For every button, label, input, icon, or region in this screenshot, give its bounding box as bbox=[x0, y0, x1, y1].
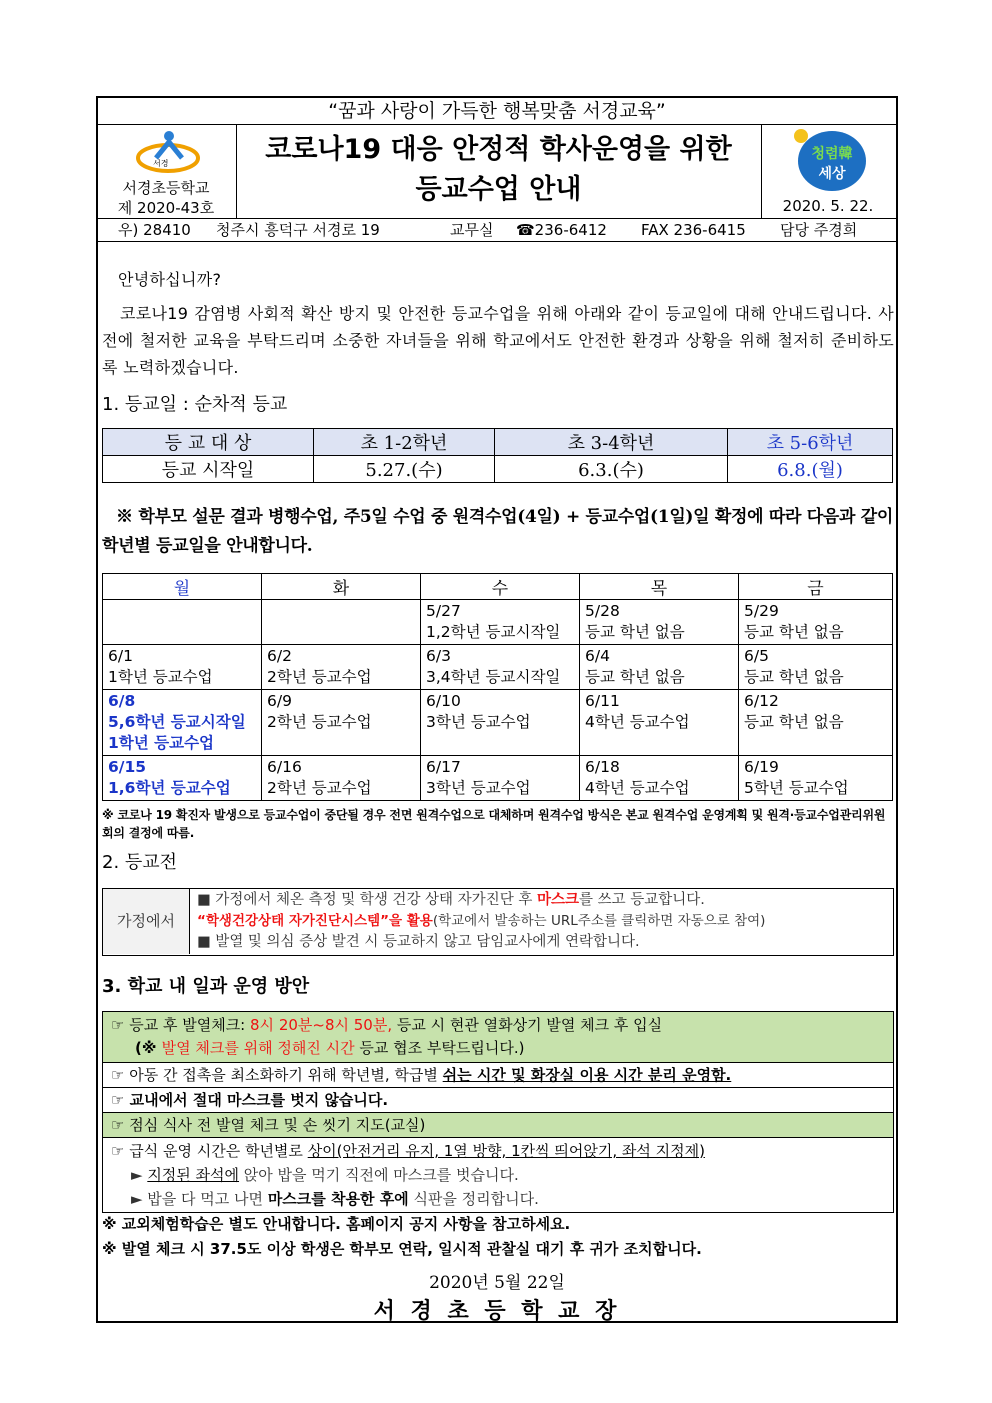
cell-text: 1,2학년 등교시작일 bbox=[426, 623, 561, 641]
cell-date: 6/1 bbox=[108, 647, 133, 665]
instruction-text: ■ 가정에서 체온 측정 및 학생 건강 상태 자가진단 후 bbox=[197, 892, 537, 908]
section2-title: 2. 등교전 bbox=[102, 852, 178, 873]
op-text: ☞ 아동 간 접촉을 최소화하기 위해 학년별, 학급별 bbox=[111, 1066, 443, 1084]
weekday-tue: 화 bbox=[262, 574, 421, 600]
integrity-logo-icon bbox=[792, 126, 872, 192]
section1-title: 1. 등교일 : 순차적 등교 bbox=[102, 394, 288, 415]
title-line-1: 코로나19 대응 안정적 학사운영을 위한 bbox=[265, 134, 732, 165]
cell-text: 2학년 등교수업 bbox=[267, 668, 372, 686]
note-fever: ※ 발열 체크 시 37.5도 이상 학생은 학부모 연락, 일시적 관찰실 대기 후 귀가 조치합니다. bbox=[102, 1240, 702, 1258]
schedule-cell bbox=[580, 756, 739, 801]
mask-highlight: 마스크 bbox=[536, 892, 579, 908]
instruction-3: ■ 발열 및 의심 증상 발견 시 등교하지 않고 담임교사에게 연락합니다. bbox=[197, 934, 640, 950]
schedule-cell bbox=[262, 645, 421, 690]
cell-date: 6/5 bbox=[744, 647, 769, 665]
svg-text:세상: 세상 bbox=[818, 166, 846, 182]
start-date-table bbox=[102, 428, 893, 483]
op-text: ☞ 등교 후 발열체크: bbox=[111, 1016, 251, 1034]
header bbox=[98, 124, 896, 219]
schedule-cell bbox=[580, 645, 739, 690]
contact-person: 담당 주경희 bbox=[780, 221, 858, 239]
postcode: 우) 28410 bbox=[118, 221, 191, 239]
cell-text: 3학년 등교수업 bbox=[426, 779, 531, 797]
phone-number: ☎236-6412 bbox=[516, 221, 607, 239]
schedule-cell bbox=[421, 756, 580, 801]
op-underline: 쉬는 시간 및 화장실 이용 시간 분리 운영함. bbox=[442, 1066, 732, 1084]
cell-text: 1학년 등교수업 bbox=[108, 668, 213, 686]
lunch-row-2 bbox=[111, 1163, 885, 1187]
schedule-cell bbox=[739, 645, 893, 690]
fever-check-line-2 bbox=[111, 1037, 885, 1060]
slogan: “꿈과 사랑이 가득한 행복맞춤 서경교육” bbox=[98, 98, 896, 125]
op-text: ☞ 급식 운영 시간은 학년별로 bbox=[111, 1142, 308, 1160]
cell-text: 등교 학년 없음 bbox=[585, 623, 685, 641]
start-date-grade34: 6.3.(수) bbox=[495, 456, 728, 483]
instruction-2 bbox=[197, 911, 893, 932]
cell-date: 6/8 bbox=[108, 692, 136, 710]
cell-date: 6/16 bbox=[267, 758, 302, 776]
op-text: ► bbox=[131, 1166, 148, 1184]
schedule-cell bbox=[739, 756, 893, 801]
greeting: 안녕하십니까? bbox=[118, 270, 222, 289]
section3-title: 3. 학교 내 일과 운영 방안 bbox=[102, 976, 310, 997]
school-operations-box bbox=[102, 1011, 894, 1213]
mask-rule-row: ☞ 교내에서 절대 마스크를 벗지 않습니다. bbox=[103, 1088, 893, 1113]
schedule-cell bbox=[580, 600, 739, 645]
schedule-cell bbox=[739, 690, 893, 756]
schedule-cell bbox=[739, 600, 893, 645]
before-school-box bbox=[102, 888, 894, 956]
op-underline: 지정된 좌석에 bbox=[147, 1166, 240, 1184]
cell-text: 등교 학년 없음 bbox=[744, 668, 844, 686]
instruction-1 bbox=[197, 890, 893, 911]
op-text: 등교 협조 부탁드립니다.) bbox=[354, 1039, 525, 1057]
cell-text: 1학년 등교수업 bbox=[108, 734, 215, 752]
office-label: 교무실 bbox=[450, 221, 494, 239]
cell-text: 1,6학년 등교수업 bbox=[108, 779, 231, 797]
issue-date: 2020년 5월 22일 bbox=[429, 1273, 565, 1293]
cell-text: 등교 학년 없음 bbox=[744, 623, 844, 641]
schedule-cell bbox=[421, 645, 580, 690]
cell-date: 5/27 bbox=[426, 602, 461, 620]
instruction-text: 를 쓰고 등교합니다. bbox=[578, 892, 705, 908]
cell-text: 등교 학년 없음 bbox=[585, 668, 685, 686]
cell-date: 6/15 bbox=[108, 758, 147, 776]
schedule-cell bbox=[421, 600, 580, 645]
document-number: 제 2020-43호 bbox=[117, 199, 215, 217]
cell-date: 5/28 bbox=[585, 602, 620, 620]
cell-text: 2학년 등교수업 bbox=[267, 779, 372, 797]
op-text: 앉아 밥을 먹기 직전에 마스크를 벗습니다. bbox=[239, 1166, 519, 1184]
cell-date: 6/17 bbox=[426, 758, 461, 776]
time-note-highlight: 발열 체크를 위해 정해진 시간 bbox=[161, 1039, 355, 1057]
logo-text: 서경 bbox=[153, 159, 169, 168]
svg-text:청렴韓: 청렴韓 bbox=[811, 146, 853, 162]
schedule-note: ※ 학부모 설문 결과 병행수업, 주5일 수업 중 원격수업(4일) + 등교수업(1일)일 확정에 따라 다음과 같이 학년별 등교일을 안내합니다. bbox=[102, 507, 893, 556]
cell-text: 4학년 등교수업 bbox=[585, 779, 690, 797]
document-title bbox=[236, 124, 762, 218]
cell-date: 6/11 bbox=[585, 692, 620, 710]
fax-number: FAX 236-6415 bbox=[641, 221, 746, 239]
schedule-cell bbox=[262, 756, 421, 801]
notes bbox=[102, 1212, 702, 1262]
cell-text: 3학년 등교수업 bbox=[426, 713, 531, 731]
weekday-thu: 목 bbox=[580, 574, 739, 600]
op-text: 등교 시 현관 열화상기 발열 체크 후 입실 bbox=[392, 1016, 663, 1034]
table-header-grade12: 초 1-2학년 bbox=[314, 429, 495, 456]
schedule-cell bbox=[421, 690, 580, 756]
op-text: (※ bbox=[135, 1039, 162, 1057]
cell-text: 5,6학년 등교시작일 bbox=[108, 713, 246, 731]
table-header-target: 등 교 대 상 bbox=[103, 429, 314, 456]
document-frame bbox=[96, 96, 898, 1323]
schedule-cell bbox=[103, 600, 262, 645]
schedule-cell bbox=[103, 645, 262, 690]
start-date-grade12: 5.27.(수) bbox=[314, 456, 495, 483]
weekly-schedule-table bbox=[102, 573, 893, 801]
weekday-mon: 월 bbox=[103, 574, 262, 600]
weekday-wed: 수 bbox=[421, 574, 580, 600]
cell-date: 6/10 bbox=[426, 692, 461, 710]
schedule-cell bbox=[262, 690, 421, 756]
schedule-cell bbox=[103, 756, 262, 801]
fever-check-row bbox=[103, 1012, 893, 1063]
principal-signature: 서 경 초 등 학 교 장 bbox=[373, 1298, 621, 1324]
cell-date: 6/19 bbox=[744, 758, 779, 776]
home-label: 가정에서 bbox=[103, 889, 190, 954]
lunch-row-3 bbox=[111, 1187, 885, 1211]
cell-text: 4학년 등교수업 bbox=[585, 713, 690, 731]
school-logo-cell bbox=[98, 124, 237, 218]
cell-date: 6/4 bbox=[585, 647, 610, 665]
cell-text: 5학년 등교수업 bbox=[744, 779, 849, 797]
instruction-text: (학교에서 발송하는 URL주소를 클릭하면 자동으로 참여) bbox=[432, 913, 766, 929]
op-text: ► 밥을 다 먹고 나면 bbox=[131, 1190, 268, 1208]
cell-date: 5/29 bbox=[744, 602, 779, 620]
cell-date: 6/18 bbox=[585, 758, 620, 776]
school-name: 서경초등학교 bbox=[122, 179, 210, 197]
start-date-grade56: 6.8.(월) bbox=[728, 456, 893, 483]
intro-paragraph: 코로나19 감염병 사회적 확산 방지 및 안전한 등교수업을 위해 아래와 같이 등교일에 대해 안내드립니다. 사전에 철저한 교육을 부탁드리며 소중한 자녀들을 위해 학교에서도 안전한 환경과 상황을 위해 철저히 준비하도록 노력하겠습니다. bbox=[102, 304, 894, 377]
self-check-highlight: “학생건강상태 자가진단시스템”을 활용 bbox=[197, 913, 433, 929]
cell-text: 등교 학년 없음 bbox=[744, 713, 844, 731]
op-text: 식판을 정리합니다. bbox=[408, 1190, 539, 1208]
title-line-2: 등교수업 안내 bbox=[415, 174, 582, 205]
table-header-grade34: 초 3-4학년 bbox=[495, 429, 728, 456]
footnote: ※ 코로나 19 확진자 발생으로 등교수업이 중단될 경우 전면 원격수업으로 대체하며 원격수업 방식은 본교 원격수업 운영계획 및 원격·등교수업관리위원회의 결정에 따름. bbox=[102, 808, 886, 840]
separation-row bbox=[103, 1063, 893, 1088]
table-row-label: 등교 시작일 bbox=[103, 456, 314, 483]
lunch-check-row: ☞ 점심 식사 전 발열 체크 및 손 씻기 지도(교실) bbox=[103, 1113, 893, 1138]
fever-check-line-1 bbox=[111, 1014, 885, 1037]
date-cell bbox=[762, 124, 896, 218]
cell-text: 3,4학년 등교시작일 bbox=[426, 668, 561, 686]
op-bold: 마스크를 착용한 후에 bbox=[267, 1190, 409, 1208]
address: 청주시 흥덕구 서경로 19 bbox=[216, 221, 380, 239]
schedule-cell bbox=[262, 600, 421, 645]
cell-date: 6/12 bbox=[744, 692, 779, 710]
time-highlight: 8시 20분~8시 50분, bbox=[250, 1016, 393, 1034]
table-header-grade56: 초 5-6학년 bbox=[728, 429, 893, 456]
cell-text: 2학년 등교수업 bbox=[267, 713, 372, 731]
cell-date: 6/2 bbox=[267, 647, 292, 665]
schedule-cell bbox=[103, 690, 262, 756]
op-underline: 상이(안전거리 유지, 1열 방향, 1칸씩 띄어앉기, 좌석 지정제) bbox=[307, 1142, 705, 1160]
contact-info-bar bbox=[98, 219, 896, 242]
cell-date: 6/9 bbox=[267, 692, 292, 710]
note-field-trip: ※ 교외체험학습은 별도 안내합니다. 홈페이지 공지 사항을 참고하세요. bbox=[102, 1215, 571, 1233]
home-instructions bbox=[197, 890, 893, 953]
cell-date: 6/3 bbox=[426, 647, 451, 665]
weekday-fri: 금 bbox=[739, 574, 893, 600]
schedule-cell bbox=[580, 690, 739, 756]
document-date: 2020. 5. 22. bbox=[782, 197, 874, 215]
lunch-row-1 bbox=[111, 1139, 885, 1163]
lunch-operation-rows bbox=[103, 1138, 893, 1212]
